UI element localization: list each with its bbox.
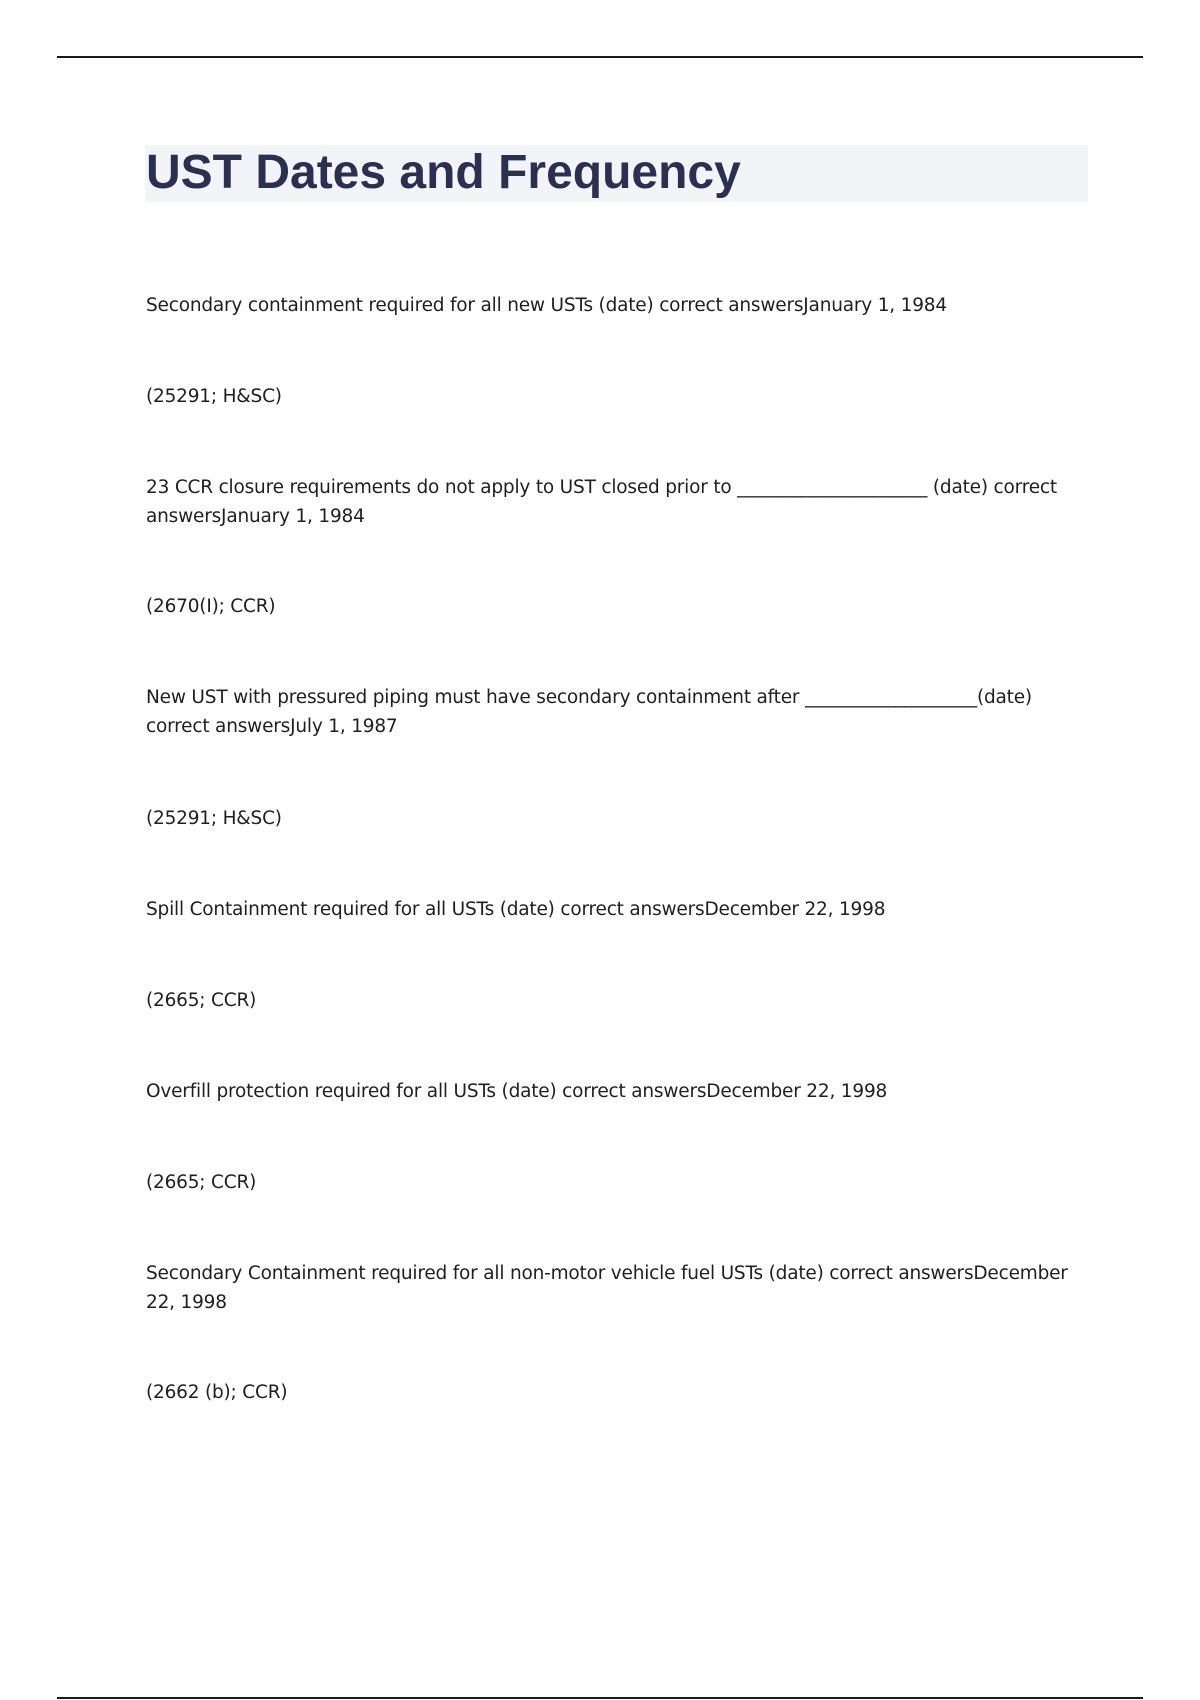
entry-reference-6: (2662 (b); CCR) (146, 1382, 288, 1403)
entry-reference-4: (2665; CCR) (146, 990, 257, 1011)
header-rule (57, 56, 1143, 58)
entry-question-4: Spill Containment required for all USTs (date) correct answersDecember 22, 1998 (146, 899, 886, 920)
entry-reference-5: (2665; CCR) (146, 1172, 257, 1193)
entry-reference-2: (2670(I); CCR) (146, 596, 276, 617)
entry-reference-3: (25291; H&SC) (146, 808, 282, 829)
entry-question-5: Overfill protection required for all USTs (date) correct answersDecember 22, 1998 (146, 1081, 888, 1102)
footer-rule (57, 1697, 1143, 1699)
document-title: UST Dates and Frequency (146, 146, 741, 199)
entry-reference-1: (25291; H&SC) (146, 386, 282, 407)
entry-question-6: Secondary Containment required for all non-motor vehicle fuel USTs (date) correct answersDecember 22, 1998 (146, 1263, 1068, 1313)
entry-question-1: Secondary containment required for all new USTs (date) correct answersJanuary 1, 1984 (146, 295, 947, 316)
entry-question-3: New UST with pressured piping must have secondary containment after ___________________(date) correct answersJuly 1, 1987 (146, 687, 1032, 737)
entry-question-2: 23 CCR closure requirements do not apply to UST closed prior to _____________________ (date) correct answersJanuary 1, 1984 (146, 477, 1057, 527)
